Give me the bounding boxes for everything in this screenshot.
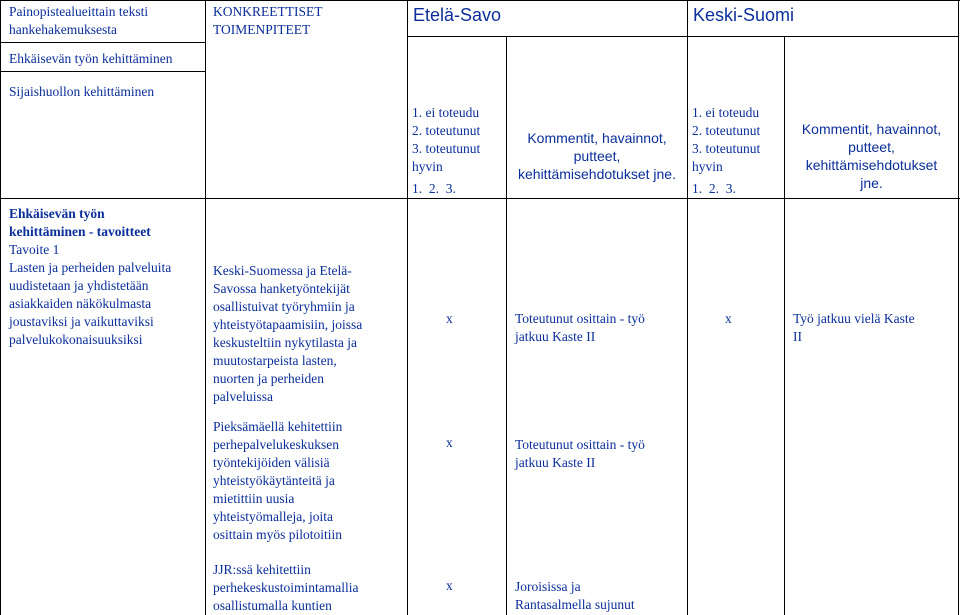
grid-line-v-keski bbox=[687, 0, 688, 615]
measures-header: KONKREETTISET TOIMENPITEET bbox=[213, 4, 323, 37]
goals-heading: Ehkäisevän työn kehittäminen - tavoitteet bbox=[9, 206, 151, 239]
grid-line-v-keski-comment bbox=[784, 36, 785, 615]
comment-etela-savo-row-1: Toteutunut osittain - työ jatkuu Kaste II bbox=[515, 311, 645, 344]
mark-etela-savo-row-2: x bbox=[446, 435, 453, 450]
grid-line-left bbox=[0, 0, 1, 615]
grid-line-h-header bbox=[0, 198, 960, 199]
comment-header-etela-savo: Kommentit, havainnot, putteet, kehittämisehdotukset jne. bbox=[518, 130, 676, 182]
grid-line-v-etela bbox=[407, 0, 408, 615]
measure-row-2: Pieksämäellä kehitettiin perhepalvelukeskuksen työntekijöiden välisiä yhteistyökäytänteitä ja mietittiin uusia yhteistyömalleja, joita osittain myös pilotoitiin bbox=[213, 419, 343, 542]
comment-etela-savo-row-2: Toteutunut osittain - työ jatkuu Kaste II bbox=[515, 437, 645, 470]
region-name-keski-suomi: Keski-Suomi bbox=[693, 5, 795, 25]
measure-row-1: Keski-Suomessa ja Etelä- Savossa hanketyöntekijät osallistuivat työryhmiin ja yhteistyötapaamisiin, joissa keskusteltiin nykytilasta ja muutostarpeista lasten, nuorten ja perheiden palveluissa bbox=[213, 263, 363, 404]
comment-header-keski-suomi: Kommentit, havainnot, putteet, kehittämisehdotukset jne. bbox=[801, 121, 942, 191]
comment-keski-suomi-row-1: Työ jatkuu vielä Kaste II bbox=[793, 311, 915, 344]
scale-numbers-etela-savo: 1. 2. 3. bbox=[412, 181, 456, 196]
mark-keski-suomi-row-1: x bbox=[725, 311, 732, 326]
scale-legend-keski-suomi: 1. ei toteudu 2. toteutunut 3. toteutunut hyvin bbox=[692, 105, 761, 174]
goal-text: Lasten ja perheiden palveluita uudistetaan ja yhdistetään asiakkaiden näkökulmasta joustaviksi ja vaikuttaviksi palvelukokonaisuuksiksi bbox=[9, 260, 172, 347]
goal-label: Tavoite 1 bbox=[9, 242, 60, 257]
grid-line-v-measures bbox=[205, 0, 206, 615]
grid-line-h-region bbox=[407, 36, 959, 37]
measure-row-3: JJR:ssä kehitettiin perhekeskustoimintamallia osallistumalla kuntien bbox=[213, 562, 359, 613]
mark-etela-savo-row-1: x bbox=[446, 311, 453, 326]
section-foster-care: Sijaishuollon kehittäminen bbox=[9, 84, 155, 99]
section-preventive-work: Ehkäisevän työn kehittäminen bbox=[9, 51, 173, 66]
grid-line-right bbox=[958, 0, 959, 615]
mark-etela-savo-row-3: x bbox=[446, 578, 453, 593]
grid-line-h-left-2 bbox=[0, 71, 206, 72]
comment-etela-savo-row-3: Joroisissa ja Rantasalmella sujunut bbox=[515, 579, 635, 612]
document-title: Painopistealueittain teksti hankehakemuksesta bbox=[9, 4, 149, 37]
grid-line-h-left-1 bbox=[0, 42, 206, 43]
scale-legend-etela-savo: 1. ei toteudu 2. toteutunut 3. toteutunut hyvin bbox=[412, 105, 481, 174]
scale-numbers-keski-suomi: 1. 2. 3. bbox=[692, 181, 736, 196]
region-name-etela-savo: Etelä-Savo bbox=[413, 5, 502, 25]
grid-line-top bbox=[0, 0, 960, 1]
grid-line-v-etela-comment bbox=[506, 36, 507, 615]
